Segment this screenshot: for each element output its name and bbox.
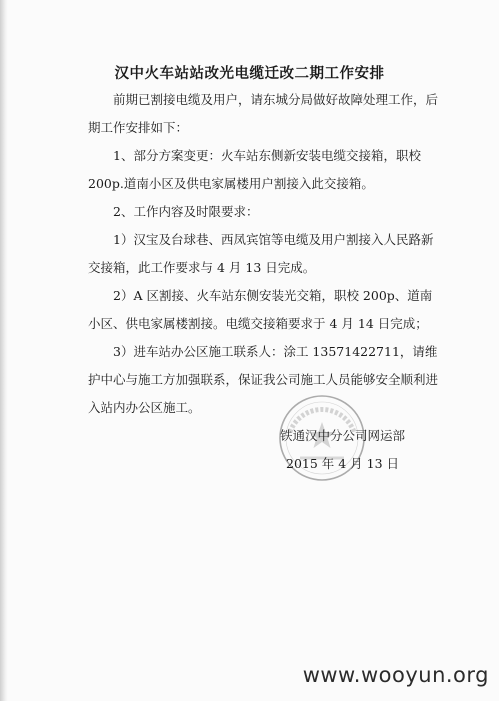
scan-edge-shadow [0, 0, 8, 701]
subitem-1-paragraph: 1）汉宝及台球巷、西凤宾馆等电缆及用户割接入人民路新交接箱，此工作要求与 4 月 13 日完成。 [88, 232, 434, 275]
document-title: 汉中火车站站改光电缆迁改二期工作安排 [114, 65, 385, 82]
watermark-text: www.wooyun.org [302, 663, 489, 687]
subitem-2-paragraph: 2）A 区割接、火车站东侧安装光交箱，职校 200p、道南小区、供电家属楼割接。电缆交接箱要求于 4 月 14 日完成； [88, 288, 433, 331]
signature-org: 铁通汉中分公司网运部 [280, 428, 406, 443]
signature-date: 2015 年 4 月 13 日 [286, 456, 400, 471]
item-1-paragraph: 1、部分方案变更：火车站东侧新安装电缆交接箱，职校 200p.道南小区及供电家属楼用户割接入此交接箱。 [88, 148, 421, 191]
intro-paragraph: 前期已割接电缆及用户，请东城分局做好故障处理工作，后期工作安排如下： [88, 92, 439, 135]
item-2-heading: 2、工作内容及时限要求： [113, 204, 259, 219]
subitem-3-paragraph: 3）进车站办公区施工联系人：涂工 13571422711，请维护中心与施工方加强联系，保证我公司施工人员能够安全顺利进入站内办公区施工。 [88, 344, 439, 415]
